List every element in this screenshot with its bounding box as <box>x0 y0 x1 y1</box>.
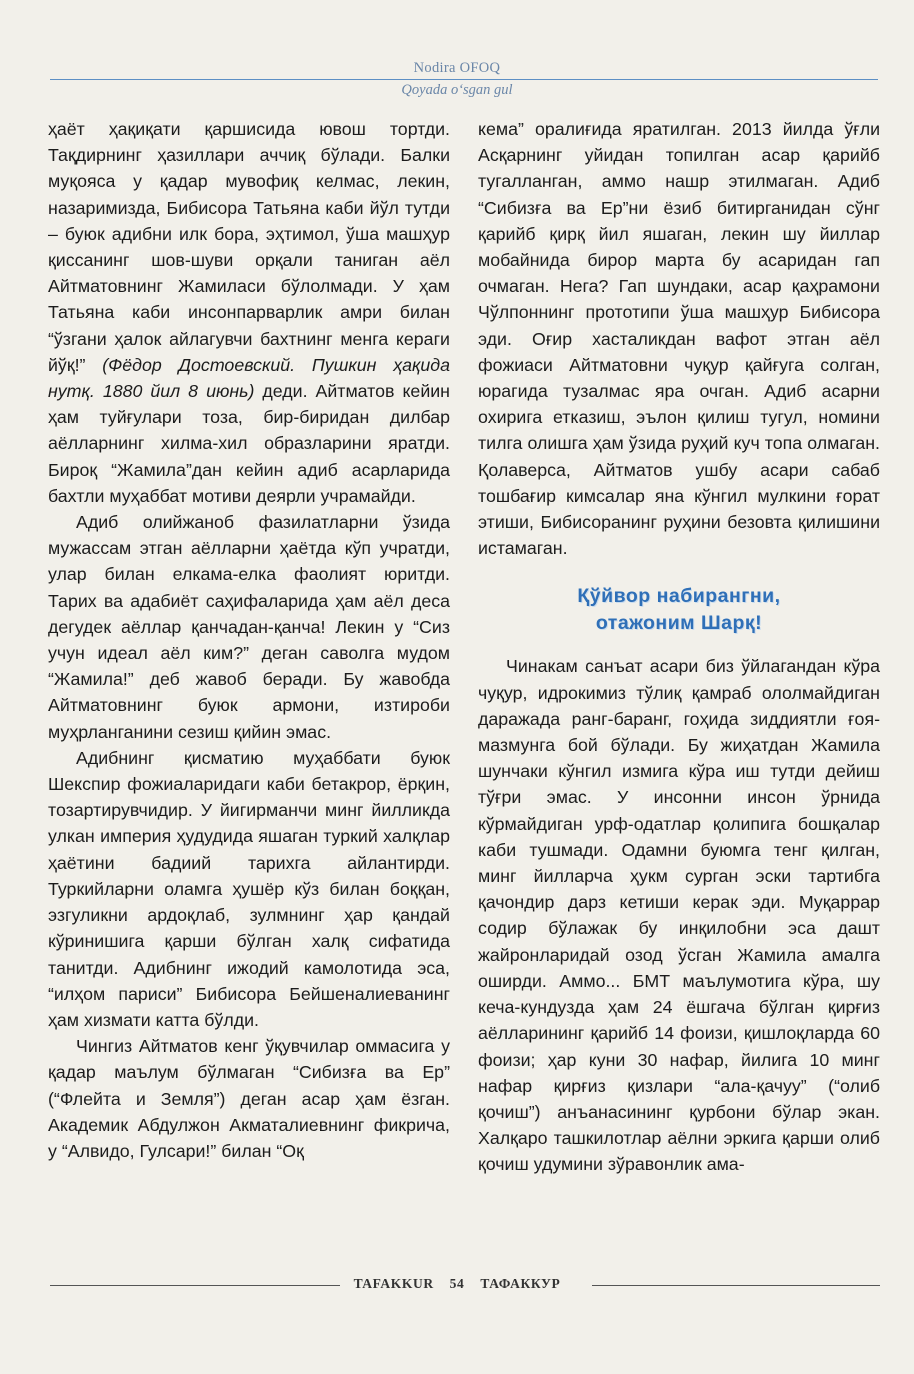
page-footer <box>0 1276 914 1292</box>
left-paragraph-1 <box>48 116 450 509</box>
section-heading <box>478 583 880 637</box>
left-paragraph-1-tail: деди. Айтматов кейин ҳам туйғулари тоза, бир-биридан дилбар аёлларнинг хилма-хил образларини яратди. Бироқ “Жамила”дан кейин адиб асарларида бахтли муҳаббат мотиви деярли учрамайди. <box>48 381 450 506</box>
section-heading-line-1: Қўйвор набирангни, <box>577 585 781 608</box>
left-paragraph-1-text: ҳаёт ҳақиқати қаршисида ювош тортди. Тақдирнинг ҳазиллари аччиқ бўлади. Балки муқояса у қадар мувофиқ келмас, лекин, назаримизда, Бибисора Татьяна каби йўл тутди – буюк адибни илк бора, эҳтимол, ўша машҳур қиссанинг шов-шуви орқали таниган аёл Айтматовнинг Жамиласи бўлолмади. У ҳам Татьяна каби инсонпарварлик амри билан “ўзгани ҳалок айлагувчи бахтнинг менга кераги йўқ!” <box>48 119 450 375</box>
page-number: 54 <box>449 1276 465 1291</box>
left-paragraph-3: Адибнинг қисматию муҳаббати буюк Шекспир фожиаларидаги каби бетакрор, ёрқин, тозартирувчидир. У йигирманчи минг йилликда улкан империя ҳудудида яшаган туркий халқлар ҳаётини бадиий тарихга айлантирди. Туркийларни оламга ҳушёр кўз билан боққан, эзгуликни ардоқлаб, зулмнинг ҳар қандай кўринишига қарши бўлган халқ сифатида танитди. Адибнинг ижодий камолотида эса, “илҳом париси” Бибисора Бейшеналиеванинг ҳам хизмати катта бўлди. <box>48 747 450 1030</box>
header-subtitle: Qoyada o‘sgan gul <box>401 82 513 98</box>
footer-journal-cyrillic: ТАФАККУР <box>480 1276 561 1291</box>
citation-italic: (Фёдор Достоевский. Пушкин ҳақида нутқ. 1880 йил 8 июнь) <box>48 354 450 402</box>
right-paragraph-2: Чинакам санъат асари биз ўйлагандан кўра чуқур, идрокимиз тўлиқ қамраб ололмайдиган даражада ранг-баранг, гоҳида зиддиятли ғоя-мазмунга бой бўлади. Бу жиҳатдан Жамила шунчаки кўнгил измига кўра иш тутди дейиш тўғри эмас. У инсонни инсон ўрнида кўрмайдиган урф-одатлар қолипига бошқалар каби тушмади. Одамни буюмга тенг қилган, минг йилларча ҳукм сурган эски тартибга қачондир дарз кетиши керак эди. Муқаррар содир бўлажак бу инқилобни эса дашт жайронларидай озод ўсган Жамила амалга оширди. Аммо... БМТ маълумотига кўра, шу кеча-кундузда ҳам 24 ёшгача бўлган қирғиз аёлларининг қарийб 14 фоизи, қишлоқларда 60 фоизи; ҳар куни 30 нафар, йилига 10 минг нафар қирғиз қизлари “ала-қачуу” (“олиб қочиш”) анъанасининг қурбони бўлар экан. Халқаро ташкилотлар аёлни эркига қарши олиб қочиш удумини зўравонлик ама- <box>478 656 880 1175</box>
left-paragraph-2: Адиб олийжаноб фазилатларни ўзида мужассам этган аёлларни ҳаётда кўп учратди, улар билан елкама-елка фаолият юритди. Тарих ва адабиёт саҳифаларида ҳам аёл деса дегудек аёллар қанчадан-қанча! Лекин у “Сиз учун идеал аёл ким?” деган саволга мудом “Жамила!” деб жавоб беради. Бу жавобда Айтматовнинг буюк армони, изтироби муҳрланганини сезиш қийин эмас. <box>48 512 450 742</box>
right-column <box>478 116 880 1178</box>
footer-journal-latin: TAFAKKUR <box>353 1276 434 1291</box>
right-paragraph-1: кема” оралиғида яратилган. 2013 йилда ўғли Асқарнинг уйидан топилган асар қарийб тугалланган, аммо нашр этилмаган. Адиб “Сибизға ва Ер”ни ёзиб битирганидан сўнг қарийб қирқ йил яшаган, лекин шу йиллар мобайнида бирор марта бу асаридан гап очмаган. Нега? Гап шундаки, асар қаҳрамони Чўлпоннинг прототипи ўша машҳур Бибисора эди. Оғир хасталикдан вафот этган аёл фожиаси Айтматовни чуқур қайғуга солган, юрагида тузалмас яра очган. Адиб асарни охирига етказиш, эълон қилиш тугул, номини тилга олишга ҳам ўзида руҳий куч топа олмаган. Қолаверса, Айтматов ушбу асари сабаб тошбағир кимсалар яна кўнгил мулкини ғорат этиши, Бибисоранинг руҳини безовта қилишини истамаган. <box>478 119 880 559</box>
left-column <box>48 116 450 1164</box>
header-divider <box>50 79 878 80</box>
left-paragraph-4: Чингиз Айтматов кенг ўқувчилар оммасига у қадар маълум бўлмаган “Сибизға ва Ер” (“Флейта и Земля”) деган асар ҳам ёзган. Академик Абдулжон Акматалиевнинг фикрича, у “Алвидо, Гулсари!” билан “Оқ <box>48 1036 450 1161</box>
section-heading-line-2: отажоним Шарқ! <box>595 612 763 635</box>
header-author: Nodira OFOQ <box>413 60 501 76</box>
